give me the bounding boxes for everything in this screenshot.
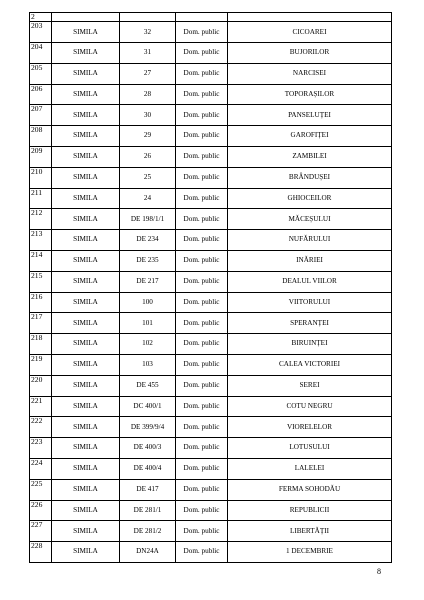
table-row <box>30 250 392 271</box>
cell-localitate: SIMILA <box>52 188 120 209</box>
table-row <box>30 521 392 542</box>
cell-localitate: SIMILA <box>52 458 120 479</box>
cell-nr: 213 <box>30 230 52 251</box>
cell-domeniu: Dom. public <box>176 167 228 188</box>
cell-domeniu: Dom. public <box>176 313 228 334</box>
cell-localitate: SIMILA <box>52 167 120 188</box>
cell-denumire: LALELEI <box>228 458 392 479</box>
cell-nr-cadastral: DE 198/1/1 <box>120 209 176 230</box>
cell-domeniu: Dom. public <box>176 230 228 251</box>
cell-denumire: CICOAREI <box>228 22 392 43</box>
table-row <box>30 167 392 188</box>
cell-localitate: SIMILA <box>52 250 120 271</box>
cell-nr-cadastral: 103 <box>120 354 176 375</box>
cell-domeniu: Dom. public <box>176 438 228 459</box>
cell-nr-cadastral: 25 <box>120 167 176 188</box>
cell-denumire: LIBERTĂȚII <box>228 521 392 542</box>
cell-nr: 208 <box>30 126 52 147</box>
cell-domeniu: Dom. public <box>176 458 228 479</box>
cell-denumire: GHIOCEILOR <box>228 188 392 209</box>
cell-localitate: SIMILA <box>52 126 120 147</box>
page-number: 8 <box>377 567 381 576</box>
cell-localitate: SIMILA <box>52 500 120 521</box>
cell-denumire: PANSELUȚEI <box>228 105 392 126</box>
cell-nr: 228 <box>30 542 52 563</box>
cell-nr-cadastral: DE 455 <box>120 375 176 396</box>
table-row <box>30 458 392 479</box>
table-row-fragment <box>30 13 392 22</box>
cell-nr: 210 <box>30 167 52 188</box>
cell-denumire: BIRUINȚEI <box>228 334 392 355</box>
cell-nr: 225 <box>30 479 52 500</box>
table-row <box>30 271 392 292</box>
cell-nr-cadastral: 30 <box>120 105 176 126</box>
cell-denumire: ZAMBILEI <box>228 146 392 167</box>
cell-nr: 220 <box>30 375 52 396</box>
cell-localitate: SIMILA <box>52 22 120 43</box>
cell-domeniu: Dom. public <box>176 63 228 84</box>
cell-nr-cadastral: 26 <box>120 146 176 167</box>
cell-denumire: 1 DECEMBRIE <box>228 542 392 563</box>
cell-domeniu: Dom. public <box>176 500 228 521</box>
cell-denumire: DEALUL VIILOR <box>228 271 392 292</box>
table-row <box>30 188 392 209</box>
cell-localitate: SIMILA <box>52 375 120 396</box>
cell-nr-cadastral: DE 400/3 <box>120 438 176 459</box>
table-row <box>30 146 392 167</box>
cell-nr-cadastral: 24 <box>120 188 176 209</box>
cell-nr: 226 <box>30 500 52 521</box>
cell-domeniu: Dom. public <box>176 375 228 396</box>
cell-domeniu: Dom. public <box>176 354 228 375</box>
cell-nr: 211 <box>30 188 52 209</box>
cell-nr-cadastral: 29 <box>120 126 176 147</box>
cell-denumire: COTU NEGRU <box>228 396 392 417</box>
cell-domeniu: Dom. public <box>176 146 228 167</box>
cell-denumire: VIITORULUI <box>228 292 392 313</box>
cell-nr: 219 <box>30 354 52 375</box>
cell-nr: 204 <box>30 43 52 64</box>
cell-nr-cadastral: DE 234 <box>120 230 176 251</box>
cell-localitate: SIMILA <box>52 230 120 251</box>
table-row <box>30 22 392 43</box>
cell-nr: 217 <box>30 313 52 334</box>
cell-localitate: SIMILA <box>52 313 120 334</box>
table-row <box>30 84 392 105</box>
cell-domeniu: Dom. public <box>176 334 228 355</box>
cell-localitate: SIMILA <box>52 396 120 417</box>
table-row <box>30 313 392 334</box>
table-row <box>30 43 392 64</box>
cell-empty <box>120 13 176 22</box>
cell-nr: 209 <box>30 146 52 167</box>
table-row <box>30 542 392 563</box>
cell-nr-cadastral: 32 <box>120 22 176 43</box>
cell-denumire: MĂCEȘULUI <box>228 209 392 230</box>
cell-nr: 221 <box>30 396 52 417</box>
cell-denumire: BUJORILOR <box>228 43 392 64</box>
table-row <box>30 354 392 375</box>
table-row <box>30 479 392 500</box>
table-row <box>30 334 392 355</box>
cell-domeniu: Dom. public <box>176 209 228 230</box>
cell-domeniu: Dom. public <box>176 292 228 313</box>
streets-table-body <box>30 13 392 563</box>
streets-table <box>29 12 392 563</box>
cell-localitate: SIMILA <box>52 43 120 64</box>
cell-nr-cadastral: 102 <box>120 334 176 355</box>
cell-domeniu: Dom. public <box>176 188 228 209</box>
cell-localitate: SIMILA <box>52 417 120 438</box>
cell-localitate: SIMILA <box>52 146 120 167</box>
cell-localitate: SIMILA <box>52 271 120 292</box>
cell-nr: 215 <box>30 271 52 292</box>
cell-denumire: BRÂNDUȘEI <box>228 167 392 188</box>
table-row <box>30 438 392 459</box>
table-row <box>30 375 392 396</box>
cell-denumire: FERMA SOHODĂU <box>228 479 392 500</box>
cell-localitate: SIMILA <box>52 542 120 563</box>
cell-nr: 205 <box>30 63 52 84</box>
cell-localitate: SIMILA <box>52 479 120 500</box>
cell-denumire: VIORELELOR <box>228 417 392 438</box>
table-row <box>30 105 392 126</box>
cell-localitate: SIMILA <box>52 105 120 126</box>
table-row <box>30 126 392 147</box>
cell-nr: 222 <box>30 417 52 438</box>
cell-nr: 223 <box>30 438 52 459</box>
cell-domeniu: Dom. public <box>176 43 228 64</box>
table-row <box>30 500 392 521</box>
cell-nr: 206 <box>30 84 52 105</box>
cell-nr: 227 <box>30 521 52 542</box>
cell-localitate: SIMILA <box>52 209 120 230</box>
cell-nr-cadastral: 31 <box>120 43 176 64</box>
cell-nr-cadastral: 100 <box>120 292 176 313</box>
cell-nr: 203 <box>30 22 52 43</box>
cell-denumire: SPERANȚEI <box>228 313 392 334</box>
cell-localitate: SIMILA <box>52 354 120 375</box>
cell-nr: 2 <box>30 13 52 22</box>
table-row <box>30 230 392 251</box>
cell-nr-cadastral: DE 400/4 <box>120 458 176 479</box>
cell-domeniu: Dom. public <box>176 396 228 417</box>
table-row <box>30 209 392 230</box>
cell-nr-cadastral: DN24A <box>120 542 176 563</box>
cell-domeniu: Dom. public <box>176 22 228 43</box>
cell-empty <box>228 13 392 22</box>
cell-nr: 214 <box>30 250 52 271</box>
cell-nr-cadastral: 27 <box>120 63 176 84</box>
cell-denumire: CALEA VICTORIEI <box>228 354 392 375</box>
cell-empty <box>176 13 228 22</box>
cell-domeniu: Dom. public <box>176 479 228 500</box>
cell-nr-cadastral: DE 417 <box>120 479 176 500</box>
cell-nr: 212 <box>30 209 52 230</box>
cell-localitate: SIMILA <box>52 292 120 313</box>
cell-nr: 207 <box>30 105 52 126</box>
cell-nr: 216 <box>30 292 52 313</box>
cell-localitate: SIMILA <box>52 84 120 105</box>
cell-denumire: INĂRIEI <box>228 250 392 271</box>
cell-denumire: SEREI <box>228 375 392 396</box>
table-row <box>30 417 392 438</box>
cell-localitate: SIMILA <box>52 521 120 542</box>
cell-nr-cadastral: DE 399/9/4 <box>120 417 176 438</box>
cell-localitate: SIMILA <box>52 438 120 459</box>
cell-domeniu: Dom. public <box>176 250 228 271</box>
cell-domeniu: Dom. public <box>176 417 228 438</box>
cell-denumire: NUFĂRULUI <box>228 230 392 251</box>
cell-nr: 218 <box>30 334 52 355</box>
cell-nr-cadastral: DE 281/2 <box>120 521 176 542</box>
table-row <box>30 292 392 313</box>
cell-denumire: REPUBLICII <box>228 500 392 521</box>
cell-nr: 224 <box>30 458 52 479</box>
cell-nr-cadastral: DE 217 <box>120 271 176 292</box>
cell-nr-cadastral: DC 400/1 <box>120 396 176 417</box>
cell-denumire: LOTUSULUI <box>228 438 392 459</box>
cell-denumire: TOPORAȘILOR <box>228 84 392 105</box>
cell-denumire: NARCISEI <box>228 63 392 84</box>
table-row <box>30 396 392 417</box>
cell-nr-cadastral: DE 281/1 <box>120 500 176 521</box>
cell-nr-cadastral: DE 235 <box>120 250 176 271</box>
cell-domeniu: Dom. public <box>176 271 228 292</box>
table-row <box>30 63 392 84</box>
cell-domeniu: Dom. public <box>176 84 228 105</box>
cell-domeniu: Dom. public <box>176 126 228 147</box>
cell-domeniu: Dom. public <box>176 105 228 126</box>
cell-localitate: SIMILA <box>52 63 120 84</box>
cell-nr-cadastral: 101 <box>120 313 176 334</box>
cell-domeniu: Dom. public <box>176 521 228 542</box>
cell-domeniu: Dom. public <box>176 542 228 563</box>
cell-denumire: GAROFIȚEI <box>228 126 392 147</box>
cell-nr-cadastral: 28 <box>120 84 176 105</box>
cell-localitate: SIMILA <box>52 334 120 355</box>
cell-empty <box>52 13 120 22</box>
